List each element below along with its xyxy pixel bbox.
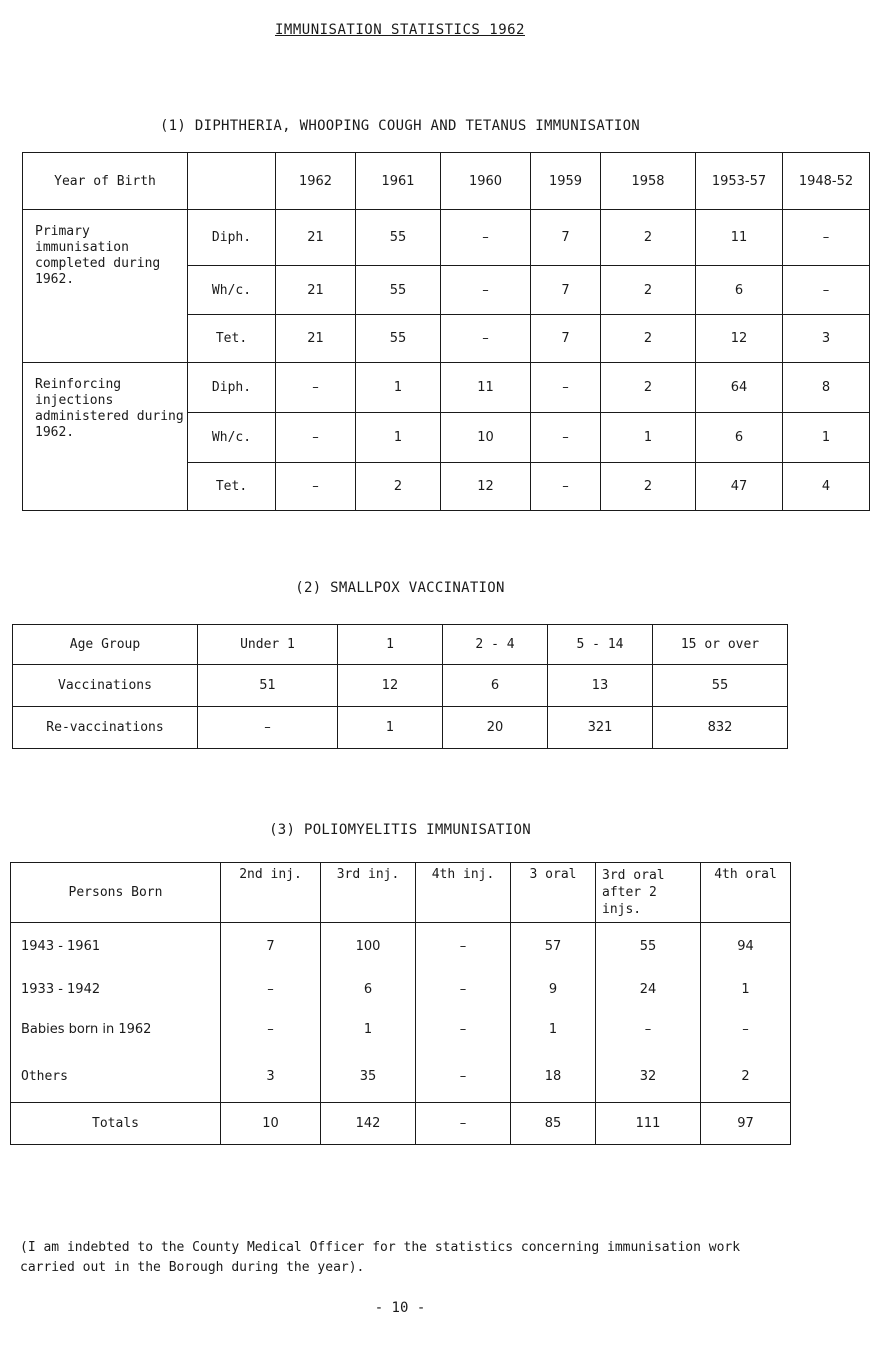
cell: – xyxy=(416,923,511,971)
cell: – xyxy=(221,1009,321,1051)
header-age: 5 - 14 xyxy=(548,625,653,665)
cell: 55 xyxy=(356,266,441,315)
section3-heading: (3) POLIOMYELITIS IMMUNISATION xyxy=(269,822,531,838)
header-persons-born: Persons Born xyxy=(11,863,221,923)
header-year: 1960 xyxy=(441,153,531,210)
cell: 2 xyxy=(601,363,696,413)
cell: 7 xyxy=(221,923,321,971)
cell: 24 xyxy=(596,971,701,1009)
cell: 97 xyxy=(701,1103,791,1145)
cell: – xyxy=(276,463,356,511)
cell: 1 xyxy=(321,1009,416,1051)
cell: 47 xyxy=(696,463,783,511)
cell: 6 xyxy=(696,266,783,315)
cell: 11 xyxy=(696,210,783,266)
cell: – xyxy=(441,266,531,315)
smallpox-table xyxy=(12,624,788,749)
cell: – xyxy=(416,1103,511,1145)
row-label: 1933 - 1942 xyxy=(11,971,221,1009)
cell: – xyxy=(783,266,870,315)
page-title: IMMUNISATION STATISTICS 1962 xyxy=(274,22,525,38)
cell: 6 xyxy=(443,665,548,707)
cell: – xyxy=(416,1009,511,1051)
row-label: 1943 - 1961 xyxy=(11,923,221,971)
cell: 32 xyxy=(596,1051,701,1103)
cell: 6 xyxy=(696,413,783,463)
page-number: - 10 - xyxy=(374,1300,426,1316)
cell: 18 xyxy=(511,1051,596,1103)
table-row xyxy=(23,210,870,266)
header-dose: 4th oral xyxy=(701,863,791,923)
row-label: Re-vaccinations xyxy=(13,707,198,749)
footnote: (I am indebted to the County Medical Officer for the statistics concerning immunisation work carried out in the Borough during the year). xyxy=(20,1240,741,1275)
section1-heading: (1) DIPHTHERIA, WHOOPING COUGH AND TETANUS IMMUNISATION xyxy=(159,118,641,134)
cell: 3 xyxy=(783,315,870,363)
cell: 55 xyxy=(596,923,701,971)
row-type: Diph. xyxy=(188,210,276,266)
cell: 3 xyxy=(221,1051,321,1103)
cell: 10 xyxy=(441,413,531,463)
totals-label: Totals xyxy=(11,1103,221,1145)
cell: – xyxy=(531,363,601,413)
header-dose: 2nd inj. xyxy=(221,863,321,923)
cell: 111 xyxy=(596,1103,701,1145)
table-row xyxy=(23,363,870,413)
row-label: Others xyxy=(11,1051,221,1103)
row-type: Wh/c. xyxy=(188,413,276,463)
header-year: 1958 xyxy=(601,153,696,210)
cell: 1 xyxy=(356,363,441,413)
cell: 1 xyxy=(511,1009,596,1051)
header-blank xyxy=(188,153,276,210)
table1-header-row xyxy=(23,153,870,210)
cell: – xyxy=(221,971,321,1009)
section2-heading: (2) SMALLPOX VACCINATION xyxy=(295,580,505,596)
cell: 2 xyxy=(601,266,696,315)
cell: 12 xyxy=(696,315,783,363)
cell: 4 xyxy=(783,463,870,511)
row-label: Babies born in 1962 xyxy=(11,1009,221,1051)
row-label: Vaccinations xyxy=(13,665,198,707)
cell: 6 xyxy=(321,971,416,1009)
group-label-reinforcing: Reinforcing injections administered during 1962. xyxy=(23,363,188,511)
header-year: 1948-52 xyxy=(783,153,870,210)
cell: 10 xyxy=(221,1103,321,1145)
header-age-group: Age Group xyxy=(13,625,198,665)
cell: 142 xyxy=(321,1103,416,1145)
polio-table xyxy=(10,862,791,1145)
cell: – xyxy=(198,707,338,749)
row-type: Diph. xyxy=(188,363,276,413)
cell: 1 xyxy=(338,707,443,749)
cell: – xyxy=(276,413,356,463)
cell: 94 xyxy=(701,923,791,971)
table-row xyxy=(11,1051,791,1103)
header-dose: 3 oral xyxy=(511,863,596,923)
header-dose: 3rd oral after 2 injs. xyxy=(596,863,701,923)
cell: 2 xyxy=(701,1051,791,1103)
header-year-of-birth: Year of Birth xyxy=(23,153,188,210)
header-age: 2 - 4 xyxy=(443,625,548,665)
cell: 55 xyxy=(653,665,788,707)
header-dose: 3rd inj. xyxy=(321,863,416,923)
cell: 21 xyxy=(276,315,356,363)
cell: – xyxy=(416,1051,511,1103)
cell: 85 xyxy=(511,1103,596,1145)
header-dose: 4th inj. xyxy=(416,863,511,923)
cell: 57 xyxy=(511,923,596,971)
cell: 2 xyxy=(601,315,696,363)
cell: – xyxy=(276,363,356,413)
cell: 55 xyxy=(356,315,441,363)
header-year: 1959 xyxy=(531,153,601,210)
cell: 1 xyxy=(701,971,791,1009)
cell: 2 xyxy=(601,210,696,266)
cell: 2 xyxy=(601,463,696,511)
totals-row xyxy=(11,1103,791,1145)
cell: 7 xyxy=(531,315,601,363)
table3-header-row xyxy=(11,863,791,923)
table-row xyxy=(13,665,788,707)
cell: 13 xyxy=(548,665,653,707)
group-label-primary: Primary immunisation completed during 1962. xyxy=(23,210,188,363)
cell: 8 xyxy=(783,363,870,413)
row-type: Wh/c. xyxy=(188,266,276,315)
cell: 20 xyxy=(443,707,548,749)
row-type: Tet. xyxy=(188,463,276,511)
cell: 12 xyxy=(338,665,443,707)
cell: 21 xyxy=(276,210,356,266)
table-row xyxy=(13,707,788,749)
cell: – xyxy=(441,315,531,363)
cell: 55 xyxy=(356,210,441,266)
header-age: 15 or over xyxy=(653,625,788,665)
cell: 9 xyxy=(511,971,596,1009)
cell: 1 xyxy=(783,413,870,463)
table-row xyxy=(11,971,791,1009)
table-row xyxy=(11,923,791,971)
cell: – xyxy=(596,1009,701,1051)
cell: 1 xyxy=(356,413,441,463)
diphtheria-table xyxy=(22,152,870,511)
cell: 7 xyxy=(531,210,601,266)
cell: 7 xyxy=(531,266,601,315)
header-year: 1953-57 xyxy=(696,153,783,210)
cell: 1 xyxy=(601,413,696,463)
cell: – xyxy=(531,413,601,463)
cell: – xyxy=(416,971,511,1009)
cell: 21 xyxy=(276,266,356,315)
cell: 321 xyxy=(548,707,653,749)
header-year: 1961 xyxy=(356,153,441,210)
cell: 64 xyxy=(696,363,783,413)
cell: 2 xyxy=(356,463,441,511)
row-type: Tet. xyxy=(188,315,276,363)
cell: – xyxy=(783,210,870,266)
cell: – xyxy=(441,210,531,266)
cell: – xyxy=(531,463,601,511)
header-year: 1962 xyxy=(276,153,356,210)
cell: 51 xyxy=(198,665,338,707)
cell: 100 xyxy=(321,923,416,971)
table-row xyxy=(11,1009,791,1051)
header-age: 1 xyxy=(338,625,443,665)
cell: 11 xyxy=(441,363,531,413)
cell: 12 xyxy=(441,463,531,511)
table2-header-row xyxy=(13,625,788,665)
cell: 35 xyxy=(321,1051,416,1103)
cell: – xyxy=(701,1009,791,1051)
header-age: Under 1 xyxy=(198,625,338,665)
cell: 832 xyxy=(653,707,788,749)
